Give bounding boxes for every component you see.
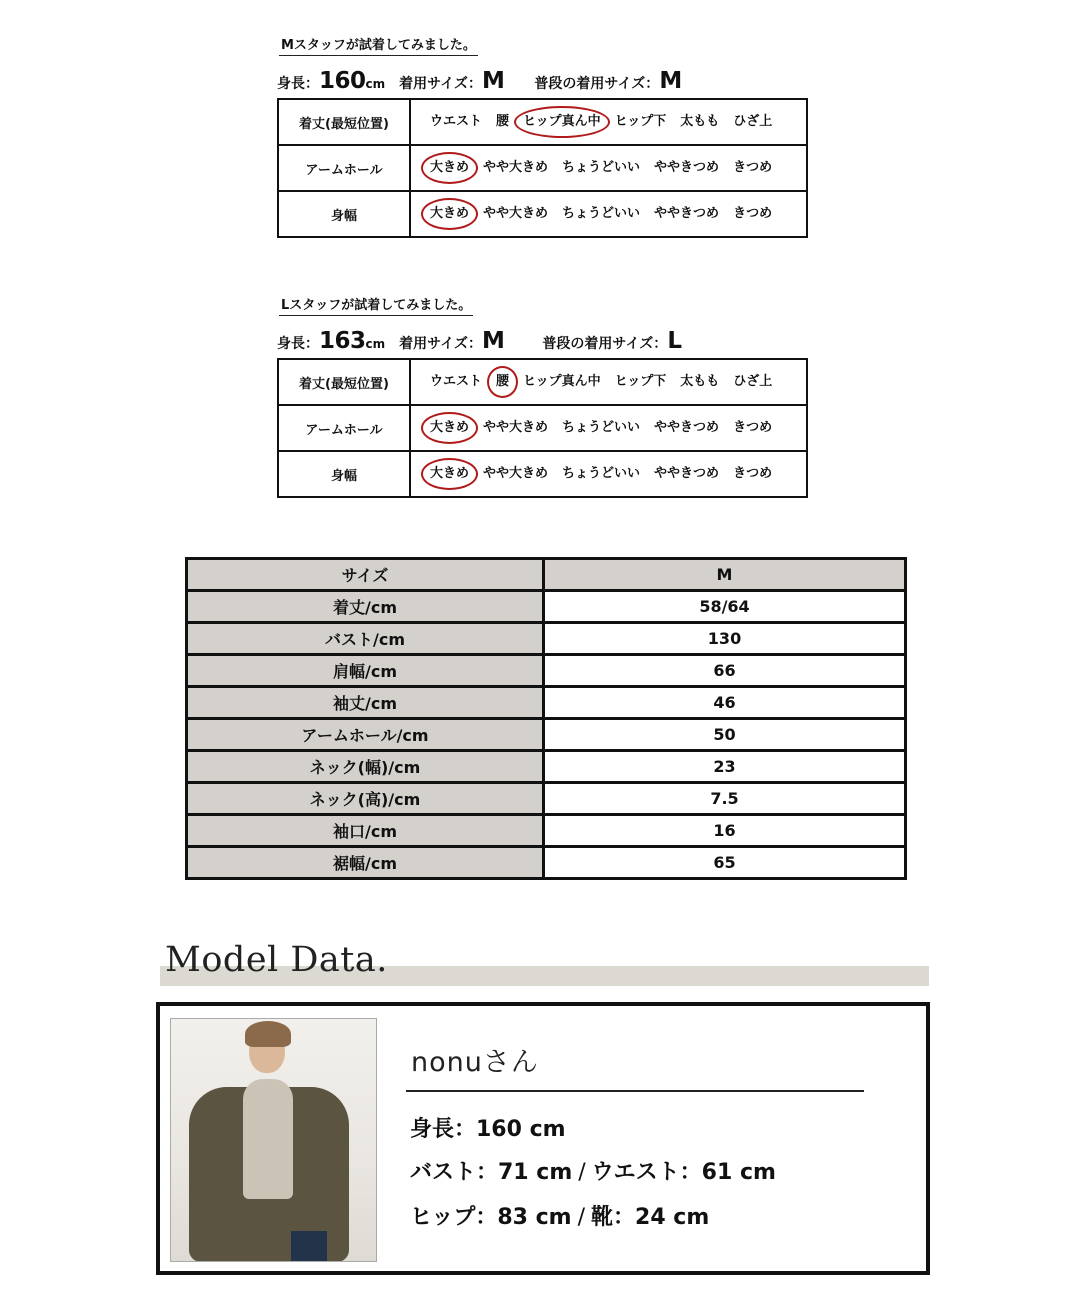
fit-option: ややきつめ (654, 206, 720, 221)
size-chart-body (187, 559, 906, 879)
model-photo (170, 1018, 377, 1262)
staff-l-title: Lスタッフが試着してみました。 (279, 294, 473, 316)
staff-l-fit-table (277, 358, 808, 498)
size-row (187, 751, 906, 783)
fit-option: やや大きめ (483, 466, 549, 481)
size-header-value: M (544, 559, 906, 591)
fit-row-label: 身幅 (278, 451, 410, 497)
fit-option: きつめ (733, 160, 773, 175)
model-height: 身長：160 cm (410, 1117, 566, 1142)
size-row-label: バスト/cm (187, 623, 544, 655)
staff-m-fit-table (277, 98, 808, 238)
size-row (187, 815, 906, 847)
fit-option: きつめ (733, 466, 773, 481)
size-row-value: 50 (544, 719, 906, 751)
jeans-shape (291, 1231, 327, 1262)
fit-row (278, 99, 807, 145)
fit-row-options (410, 99, 807, 145)
fit-option: ややきつめ (654, 466, 720, 481)
model-name: nonuさん (411, 1047, 539, 1078)
fit-option: ちょうどいい (562, 466, 641, 481)
staff-m-info (277, 68, 808, 98)
model-divider (406, 1090, 864, 1092)
model-bust-waist (410, 1155, 776, 1186)
height-unit: cm (365, 77, 386, 91)
size-row-value: 46 (544, 687, 906, 719)
fit-option: ウエスト (430, 374, 483, 389)
staff-l-section (277, 294, 808, 498)
height-label: 身長： (277, 76, 319, 92)
fit-option-selected: 大きめ (423, 204, 476, 224)
model-card (156, 1002, 930, 1275)
fit-option-selected: 大きめ (423, 418, 476, 438)
fit-row-options (410, 405, 807, 451)
height-unit: cm (365, 337, 386, 351)
size-row (187, 847, 906, 879)
size-row-label: アームホール/cm (187, 719, 544, 751)
fit-row-label: 着丈(最短位置) (278, 359, 410, 405)
hair-shape (245, 1021, 291, 1047)
size-row-value: 16 (544, 815, 906, 847)
fit-option: ヒップ真ん中 (523, 374, 601, 389)
fit-option: ウエスト (430, 114, 483, 129)
size-chart-header-row (187, 559, 906, 591)
size-row-value: 58/64 (544, 591, 906, 623)
separator: / (578, 1160, 586, 1185)
fit-option-selected: 腰 (489, 372, 516, 392)
fit-row (278, 451, 807, 497)
fit-option: ヒップ下 (614, 114, 667, 129)
fit-row-label: 身幅 (278, 191, 410, 237)
model-shoe: 靴：24 cm (591, 1205, 710, 1230)
usual-size-label: 普段の着用サイズ： (542, 336, 668, 352)
model-heading: Model Data. (165, 940, 388, 980)
size-row (187, 591, 906, 623)
size-row-value: 7.5 (544, 783, 906, 815)
fit-row-options (410, 191, 807, 237)
size-row-label: 袖丈/cm (187, 687, 544, 719)
fit-option: 太もも (680, 374, 720, 389)
wear-size-label: 着用サイズ： (399, 336, 483, 352)
fit-option: ちょうどいい (562, 420, 641, 435)
staff-l-info (277, 328, 808, 358)
model-hip: ヒップ：83 cm (410, 1205, 572, 1230)
size-row-value: 66 (544, 655, 906, 687)
size-row-label: 肩幅/cm (187, 655, 544, 687)
size-row-label: ネック(幅)/cm (187, 751, 544, 783)
height-value: 163 (319, 328, 366, 354)
size-row (187, 783, 906, 815)
height-label: 身長： (277, 336, 319, 352)
fit-option: きつめ (733, 206, 773, 221)
fit-option: ひざ上 (733, 374, 773, 389)
size-row (187, 623, 906, 655)
wear-size-value: M (482, 68, 505, 94)
fit-option: ややきつめ (654, 420, 720, 435)
size-row (187, 655, 906, 687)
staff-m-title: Mスタッフが試着してみました。 (279, 34, 478, 56)
fit-option: やや大きめ (483, 420, 549, 435)
size-row-value: 65 (544, 847, 906, 879)
fit-option-selected: 大きめ (423, 464, 476, 484)
size-row (187, 719, 906, 751)
size-chart-table (185, 557, 907, 880)
fit-row (278, 191, 807, 237)
usual-size-value: M (659, 68, 682, 94)
sweater-shape (243, 1079, 293, 1199)
model-hip-shoe (410, 1200, 709, 1231)
wear-size-value: M (482, 328, 505, 354)
size-row (187, 687, 906, 719)
fit-option: きつめ (733, 420, 773, 435)
fit-option: ヒップ下 (614, 374, 667, 389)
size-row-label: 裾幅/cm (187, 847, 544, 879)
fit-row-label: アームホール (278, 405, 410, 451)
usual-size-value: L (667, 328, 682, 354)
fit-row-label: アームホール (278, 145, 410, 191)
fit-row-options (410, 359, 807, 405)
fit-option: ちょうどいい (562, 206, 641, 221)
fit-row-options (410, 145, 807, 191)
size-row-label: ネック(高)/cm (187, 783, 544, 815)
fit-option: 太もも (680, 114, 720, 129)
fit-option-selected: 大きめ (423, 158, 476, 178)
fit-row-label: 着丈(最短位置) (278, 99, 410, 145)
fit-row (278, 145, 807, 191)
model-waist: ウエスト：61 cm (591, 1160, 776, 1185)
size-row-value: 23 (544, 751, 906, 783)
fit-option: ややきつめ (654, 160, 720, 175)
fit-option: 腰 (496, 114, 510, 129)
fit-row (278, 359, 807, 405)
fit-option-selected: ヒップ真ん中 (516, 112, 608, 132)
usual-size-label: 普段の着用サイズ： (534, 76, 660, 92)
fit-row-options (410, 451, 807, 497)
model-bust: バスト：71 cm (410, 1160, 573, 1185)
fit-option: ちょうどいい (562, 160, 641, 175)
separator: / (577, 1205, 586, 1230)
size-row-value: 130 (544, 623, 906, 655)
height-value: 160 (319, 68, 366, 94)
fit-option: やや大きめ (483, 160, 549, 175)
size-header-label: サイズ (187, 559, 544, 591)
size-row-label: 袖口/cm (187, 815, 544, 847)
staff-m-section (277, 34, 808, 238)
size-row-label: 着丈/cm (187, 591, 544, 623)
fit-row (278, 405, 807, 451)
fit-option: ひざ上 (733, 114, 773, 129)
wear-size-label: 着用サイズ： (399, 76, 483, 92)
fit-option: やや大きめ (483, 206, 549, 221)
